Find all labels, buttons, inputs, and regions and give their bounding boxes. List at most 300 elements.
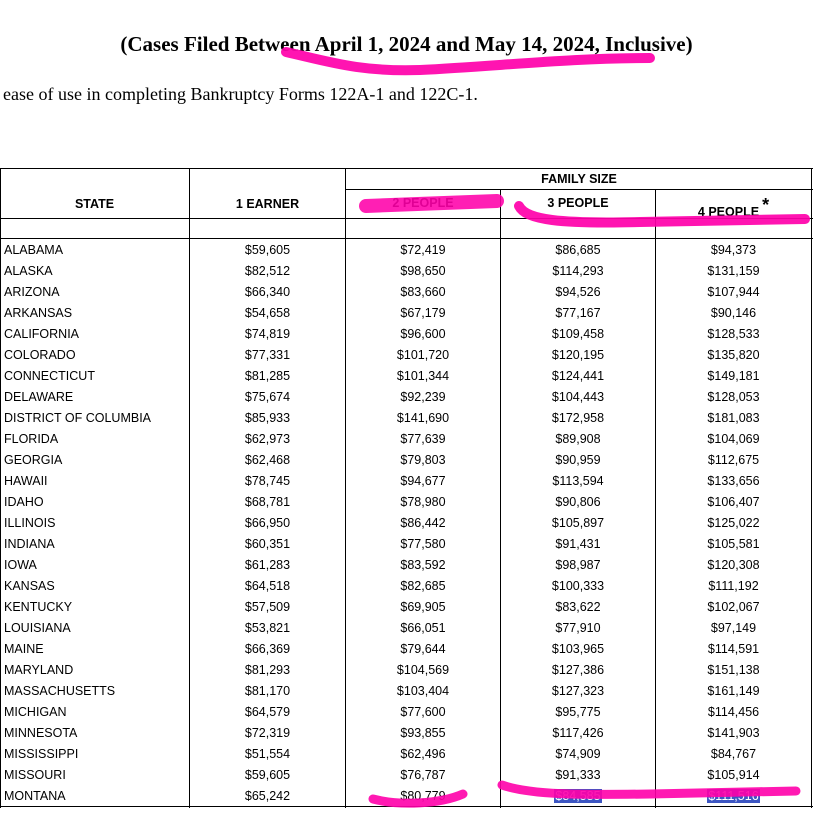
two-people-cell-text: $72,419 — [400, 243, 446, 257]
four-people-cell-text: $106,407 — [707, 495, 760, 509]
three-people-cell-text: $120,195 — [551, 348, 605, 362]
one-earner-cell — [190, 345, 345, 366]
one-earner-cell-text: $59,605 — [244, 243, 291, 257]
one-earner-cell — [190, 492, 345, 513]
three-people-cell — [501, 345, 655, 366]
state-cell — [4, 639, 189, 660]
two-people-cell — [346, 555, 500, 576]
three-people-cell — [501, 618, 655, 639]
one-earner-cell — [190, 282, 345, 303]
two-people-cell — [346, 324, 500, 345]
three-people-cell — [501, 471, 655, 492]
three-people-cell — [501, 555, 655, 576]
state-cell-text: ALABAMA — [4, 243, 64, 257]
two-people-cell-text: $101,720 — [396, 348, 450, 362]
four-people-cell-text: $97,149 — [710, 621, 757, 635]
state-cell-text: ARKANSAS — [4, 306, 73, 320]
state-cell-text: KENTUCKY — [4, 600, 73, 614]
state-cell — [4, 576, 189, 597]
one-earner-cell-text: $65,242 — [244, 789, 291, 803]
four-people-cell — [656, 471, 811, 492]
four-people-cell-text: $125,022 — [707, 516, 760, 530]
one-earner-cell-text: $54,658 — [244, 306, 291, 320]
four-people-cell — [656, 408, 811, 429]
two-people-cell — [346, 429, 500, 450]
one-earner-cell-text: $62,973 — [244, 432, 291, 446]
two-people-cell-text: $77,600 — [400, 705, 446, 719]
two-people-cell — [346, 282, 500, 303]
two-people-cell — [346, 786, 500, 807]
two-people-cell — [346, 345, 500, 366]
state-cell — [4, 324, 189, 345]
three-people-cell — [501, 261, 655, 282]
table-row — [0, 597, 813, 618]
table-row — [0, 765, 813, 786]
table-row — [0, 303, 813, 324]
one-earner-cell — [190, 618, 345, 639]
two-people-cell-text: $92,239 — [400, 390, 446, 404]
state-cell-text: MONTANA — [4, 789, 66, 803]
asterisk-mark: * — [762, 195, 770, 215]
four-people-cell — [656, 618, 811, 639]
state-cell-text: MAINE — [4, 642, 44, 656]
state-cell-text: ALASKA — [4, 264, 53, 278]
three-people-cell-text: $117,426 — [552, 726, 604, 740]
two-people-cell — [346, 723, 500, 744]
state-cell — [4, 618, 189, 639]
three-people-cell — [501, 429, 655, 450]
state-cell — [4, 492, 189, 513]
three-people-cell-text: $83,622 — [555, 600, 601, 614]
one-earner-cell-text: $66,950 — [244, 516, 291, 530]
table-row — [0, 555, 813, 576]
one-earner-cell-text: $57,509 — [244, 600, 291, 614]
intro-text: ease of use in completing Bankruptcy Forms 122A-1 and 122C-1. — [3, 84, 478, 104]
four-people-cell-text: $111,192 — [708, 579, 759, 593]
two-people-cell — [346, 387, 500, 408]
one-earner-cell-text: $66,340 — [244, 285, 291, 299]
three-people-cell-text: $95,775 — [555, 705, 601, 719]
one-earner-cell-text: $85,933 — [244, 411, 291, 425]
state-cell — [4, 765, 189, 786]
three-people-cell-text: $89,908 — [555, 432, 601, 446]
header-family-size: FAMILY SIZE — [541, 172, 617, 186]
table-row — [0, 282, 813, 303]
two-people-cell-text: $94,677 — [400, 474, 446, 488]
state-cell — [4, 702, 189, 723]
four-people-cell-text: $105,914 — [707, 768, 760, 782]
state-cell-text: IOWA — [4, 558, 37, 572]
table-row — [0, 660, 813, 681]
two-people-cell-text: $62,496 — [400, 747, 446, 761]
three-people-cell-text: $90,806 — [555, 495, 601, 509]
state-cell — [4, 303, 189, 324]
three-people-cell — [501, 534, 655, 555]
state-cell-text: MINNESOTA — [4, 726, 78, 740]
one-earner-cell — [190, 324, 345, 345]
three-people-cell — [501, 450, 655, 471]
three-people-cell — [501, 282, 655, 303]
three-people-cell-text: $113,594 — [552, 474, 604, 488]
one-earner-cell-text: $59,605 — [244, 768, 291, 782]
one-earner-cell-text: $64,518 — [244, 579, 291, 593]
two-people-cell-text: $104,569 — [396, 663, 450, 677]
state-cell — [4, 786, 189, 807]
state-cell-text: ILLINOIS — [4, 516, 56, 530]
two-people-cell — [346, 534, 500, 555]
three-people-cell-text: $105,897 — [551, 516, 605, 530]
one-earner-cell — [190, 240, 345, 261]
four-people-cell-text: $141,903 — [707, 726, 760, 740]
one-earner-cell — [190, 597, 345, 618]
three-people-cell — [501, 240, 655, 261]
one-earner-cell-text: $53,821 — [244, 621, 291, 635]
one-earner-cell — [190, 261, 345, 282]
two-people-cell — [346, 765, 500, 786]
three-people-cell-text: $104,443 — [551, 390, 605, 404]
two-people-cell-text: $101,344 — [396, 369, 450, 383]
four-people-cell — [656, 387, 811, 408]
state-cell-text: CALIFORNIA — [4, 327, 80, 341]
three-people-cell-text: $77,167 — [555, 306, 601, 320]
three-people-cell-text: $103,965 — [551, 642, 605, 656]
one-earner-cell-text: $51,554 — [244, 747, 291, 761]
one-earner-cell — [190, 513, 345, 534]
two-people-cell-text: $80,779 — [400, 789, 446, 803]
one-earner-cell — [190, 723, 345, 744]
four-people-cell-text: $128,533 — [707, 327, 760, 341]
one-earner-cell — [190, 471, 345, 492]
four-people-cell-text: $133,656 — [707, 474, 760, 488]
two-people-cell — [346, 660, 500, 681]
one-earner-cell-text: $66,369 — [244, 642, 291, 656]
state-cell-text: INDIANA — [4, 537, 55, 551]
state-cell-text: MICHIGAN — [4, 705, 67, 719]
one-earner-cell — [190, 639, 345, 660]
state-cell — [4, 387, 189, 408]
one-earner-cell — [190, 786, 345, 807]
table-row — [0, 366, 813, 387]
four-people-cell — [656, 660, 811, 681]
three-people-cell — [501, 303, 655, 324]
three-people-cell — [501, 681, 655, 702]
state-cell — [4, 282, 189, 303]
three-people-cell-text: $94,526 — [555, 285, 601, 299]
state-cell-text: CONNECTICUT — [4, 369, 95, 383]
one-earner-cell-text: $78,745 — [244, 474, 291, 488]
table-row — [0, 261, 813, 282]
four-people-cell-text: $112,675 — [707, 453, 760, 467]
four-people-cell-text: $111,516 — [708, 789, 759, 803]
two-people-cell-text: $69,905 — [400, 600, 446, 614]
table-row — [0, 576, 813, 597]
table-row — [0, 345, 813, 366]
state-cell-text: IDAHO — [4, 495, 44, 509]
four-people-cell — [656, 240, 811, 261]
one-earner-cell-text: $68,781 — [244, 495, 291, 509]
state-cell — [4, 240, 189, 261]
three-people-cell-text: $91,431 — [555, 537, 601, 551]
state-cell — [4, 345, 189, 366]
state-cell-text: MISSOURI — [4, 768, 66, 782]
one-earner-cell-text: $72,319 — [244, 726, 291, 740]
state-cell — [4, 471, 189, 492]
three-people-cell-text: $109,458 — [551, 327, 605, 341]
three-people-cell-text: $124,441 — [551, 369, 605, 383]
two-people-cell — [346, 681, 500, 702]
two-people-cell — [346, 366, 500, 387]
three-people-cell-text: $127,323 — [551, 684, 605, 698]
four-people-cell-text: $120,308 — [707, 558, 760, 572]
two-people-cell — [346, 513, 500, 534]
one-earner-cell — [190, 744, 345, 765]
table-row — [0, 240, 813, 261]
one-earner-cell-text: $62,468 — [244, 453, 291, 467]
one-earner-cell — [190, 534, 345, 555]
four-people-cell — [656, 702, 811, 723]
four-people-cell-text: $94,373 — [710, 243, 757, 257]
state-cell-text: GEORGIA — [4, 453, 63, 467]
three-people-cell — [501, 576, 655, 597]
two-people-cell-text: $98,650 — [400, 264, 446, 278]
three-people-cell-text: $77,910 — [555, 621, 601, 635]
state-cell — [4, 597, 189, 618]
one-earner-cell-text: $77,331 — [244, 348, 291, 362]
one-earner-cell-text: $81,170 — [244, 684, 291, 698]
two-people-cell-text: $79,803 — [400, 453, 446, 467]
four-people-cell-text: $161,149 — [707, 684, 760, 698]
table-row — [0, 408, 813, 429]
three-people-cell-text: $74,909 — [555, 747, 601, 761]
four-people-cell-text: $135,820 — [707, 348, 760, 362]
three-people-cell-text: $98,987 — [555, 558, 601, 572]
four-people-cell — [656, 324, 811, 345]
four-people-cell-text: $131,159 — [707, 264, 760, 278]
two-people-cell-text: $66,051 — [400, 621, 446, 635]
two-people-cell — [346, 471, 500, 492]
one-earner-cell — [190, 681, 345, 702]
one-earner-cell-text: $64,579 — [244, 705, 291, 719]
three-people-cell — [501, 324, 655, 345]
four-people-cell — [656, 513, 811, 534]
state-cell-text: MASSACHUSETTS — [4, 684, 116, 698]
one-earner-cell — [190, 366, 345, 387]
one-earner-cell — [190, 429, 345, 450]
three-people-cell — [501, 660, 655, 681]
one-earner-cell-text: $60,351 — [244, 537, 291, 551]
two-people-cell — [346, 408, 500, 429]
two-people-cell-text: $76,787 — [400, 768, 446, 782]
one-earner-cell — [190, 576, 345, 597]
four-people-cell-text: $114,456 — [707, 705, 760, 719]
table-row — [0, 429, 813, 450]
four-people-cell — [656, 681, 811, 702]
one-earner-cell — [190, 702, 345, 723]
one-earner-cell-text: $74,819 — [244, 327, 291, 341]
two-people-cell-text: $93,855 — [400, 726, 446, 740]
two-people-cell-text: $83,592 — [400, 558, 446, 572]
table-row — [0, 639, 813, 660]
page-title: (Cases Filed Between April 1, 2024 and May 14, 2024, Inclusive) — [120, 32, 693, 56]
table-row — [0, 492, 813, 513]
state-cell-text: MARYLAND — [4, 663, 74, 677]
four-people-cell-text: $90,146 — [710, 306, 757, 320]
four-people-cell-text: $84,767 — [710, 747, 757, 761]
table-row — [0, 534, 813, 555]
four-people-cell-text: $149,181 — [707, 369, 760, 383]
state-cell-text: DELAWARE — [4, 390, 74, 404]
two-people-cell — [346, 639, 500, 660]
state-cell-text: LOUISIANA — [4, 621, 71, 635]
table-row — [0, 387, 813, 408]
state-cell — [4, 555, 189, 576]
two-people-cell-text: $78,980 — [400, 495, 446, 509]
two-people-cell-text: $141,690 — [396, 411, 450, 425]
four-people-cell — [656, 282, 811, 303]
table-row — [0, 744, 813, 765]
four-people-cell-text: $128,053 — [707, 390, 760, 404]
four-people-cell — [656, 345, 811, 366]
four-people-cell — [656, 261, 811, 282]
state-cell — [4, 513, 189, 534]
two-people-cell-text: $77,639 — [400, 432, 446, 446]
one-earner-cell — [190, 387, 345, 408]
three-people-cell-text: $91,333 — [555, 768, 601, 782]
four-people-cell — [656, 534, 811, 555]
four-people-cell-text: $107,944 — [707, 285, 760, 299]
one-earner-cell-text: $81,293 — [244, 663, 291, 677]
two-people-cell — [346, 744, 500, 765]
two-people-cell — [346, 303, 500, 324]
two-people-cell-text: $67,179 — [400, 306, 446, 320]
four-people-cell — [656, 786, 811, 807]
table-row — [0, 513, 813, 534]
three-people-cell — [501, 744, 655, 765]
three-people-cell — [501, 366, 655, 387]
state-cell — [4, 408, 189, 429]
four-people-cell — [656, 429, 811, 450]
one-earner-cell — [190, 660, 345, 681]
two-people-cell-text: $86,442 — [400, 516, 446, 530]
three-people-cell — [501, 765, 655, 786]
four-people-cell-text: $104,069 — [707, 432, 760, 446]
header-4-people — [656, 195, 811, 221]
two-people-cell — [346, 450, 500, 471]
state-cell — [4, 744, 189, 765]
two-people-cell-text: $82,685 — [400, 579, 446, 593]
one-earner-cell-text: $61,283 — [244, 558, 291, 572]
three-people-cell — [501, 597, 655, 618]
two-people-cell-text: $77,580 — [400, 537, 446, 551]
one-earner-cell — [190, 408, 345, 429]
three-people-cell — [501, 408, 655, 429]
one-earner-cell — [190, 303, 345, 324]
two-people-cell — [346, 492, 500, 513]
state-cell-text: KANSAS — [4, 579, 55, 593]
four-people-cell — [656, 765, 811, 786]
two-people-cell — [346, 240, 500, 261]
three-people-cell-text: $86,685 — [555, 243, 601, 257]
four-people-cell — [656, 639, 811, 660]
table-row — [0, 471, 813, 492]
table-row — [0, 723, 813, 744]
three-people-cell-text: $172,958 — [551, 411, 605, 425]
two-people-cell — [346, 576, 500, 597]
four-people-cell-text: $151,138 — [707, 663, 760, 677]
four-people-cell-text: $181,083 — [707, 411, 760, 425]
one-earner-cell — [190, 765, 345, 786]
state-cell-text: ARIZONA — [4, 285, 60, 299]
two-people-cell — [346, 597, 500, 618]
four-people-cell — [656, 597, 811, 618]
three-people-cell-text: $100,333 — [551, 579, 605, 593]
four-people-cell-text: $102,067 — [707, 600, 760, 614]
two-people-cell — [346, 618, 500, 639]
four-people-cell — [656, 723, 811, 744]
table-row — [0, 702, 813, 723]
two-people-cell — [346, 261, 500, 282]
state-cell-text: FLORIDA — [4, 432, 59, 446]
two-people-cell — [346, 702, 500, 723]
header-state: STATE — [74, 197, 115, 211]
two-people-cell-text: $96,600 — [400, 327, 446, 341]
three-people-cell — [501, 639, 655, 660]
two-people-cell-text: $79,644 — [400, 642, 446, 656]
four-people-cell — [656, 555, 811, 576]
four-people-cell — [656, 303, 811, 324]
table-row — [0, 324, 813, 345]
three-people-cell-text: $114,293 — [552, 264, 604, 278]
two-people-cell-text: $103,404 — [396, 684, 450, 698]
one-earner-cell-text: $81,285 — [244, 369, 291, 383]
state-cell-text: DISTRICT OF COLUMBIA — [4, 411, 152, 425]
state-cell — [4, 366, 189, 387]
state-cell — [4, 723, 189, 744]
state-cell-text: HAWAII — [4, 474, 48, 488]
four-people-cell — [656, 450, 811, 471]
header-1-earner: 1 EARNER — [235, 197, 300, 211]
three-people-cell — [501, 387, 655, 408]
four-people-cell — [656, 576, 811, 597]
header-2-people: 2 PEOPLE — [392, 196, 454, 210]
one-earner-cell-text: $82,512 — [244, 264, 291, 278]
header-3-people: 3 PEOPLE — [547, 196, 609, 210]
one-earner-cell — [190, 555, 345, 576]
state-cell — [4, 261, 189, 282]
state-cell — [4, 681, 189, 702]
table-row — [0, 681, 813, 702]
three-people-cell — [501, 786, 655, 807]
three-people-cell-text: $127,386 — [551, 663, 605, 677]
one-earner-cell — [190, 450, 345, 471]
four-people-cell — [656, 492, 811, 513]
state-cell — [4, 660, 189, 681]
four-people-cell — [656, 366, 811, 387]
header-4-people-label: 4 PEOPLE — [697, 205, 760, 219]
table-row — [0, 786, 813, 807]
three-people-cell-text: $90,959 — [555, 453, 601, 467]
table-row — [0, 450, 813, 471]
one-earner-cell-text: $75,674 — [244, 390, 291, 404]
two-people-cell-text: $83,660 — [400, 285, 446, 299]
four-people-cell-text: $105,581 — [707, 537, 760, 551]
four-people-cell — [656, 744, 811, 765]
three-people-cell — [501, 513, 655, 534]
state-cell — [4, 450, 189, 471]
state-cell-text: MISSISSIPPI — [4, 747, 79, 761]
three-people-cell-text: $84,585 — [555, 789, 601, 803]
table-row — [0, 618, 813, 639]
